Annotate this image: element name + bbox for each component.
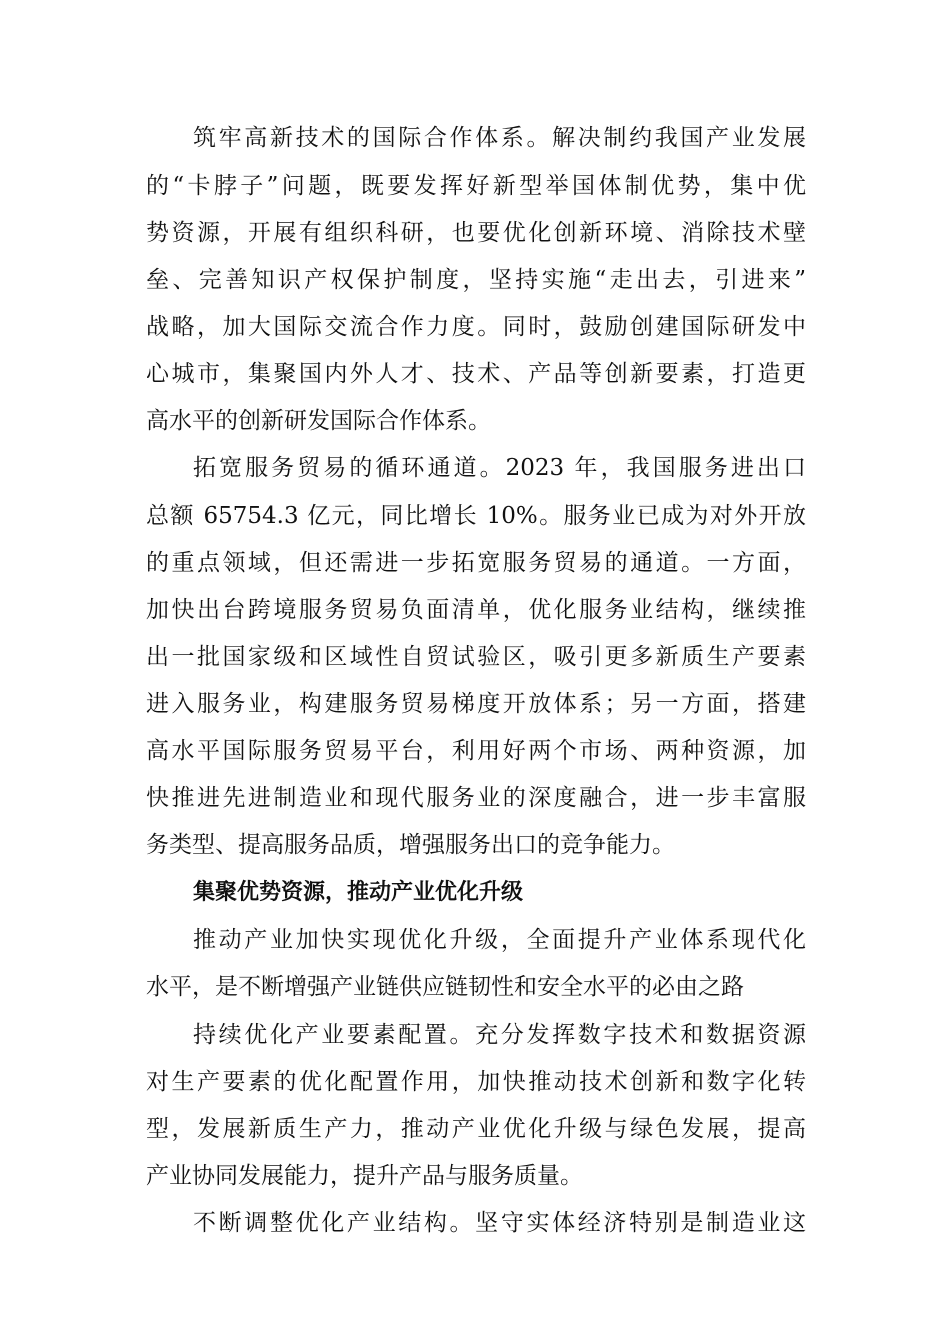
section-heading: 集聚优势资源，推动产业优化升级 bbox=[193, 880, 524, 905]
paragraph-line: 心城市，集聚国内外人才、技术、产品等创新要素，打造更 bbox=[146, 361, 806, 387]
paragraph-line: 推动产业加快实现优化升级，全面提升产业体系现代化 bbox=[193, 927, 806, 953]
paragraph-line: 对生产要素的优化配置作用，加快推动技术创新和数字化转 bbox=[146, 1069, 806, 1095]
paragraph-line: 总额 65754.3 亿元，同比增长 10%。服务业已成为对外开放 bbox=[146, 503, 806, 529]
paragraph-line: 高水平的创新研发国际合作体系。 bbox=[146, 408, 491, 434]
paragraph-line: 垒、完善知识产权保护制度，坚持实施“走出去，引进来” bbox=[146, 267, 806, 293]
paragraph-line: 不断调整优化产业结构。坚守实体经济特别是制造业这 bbox=[193, 1210, 806, 1236]
paragraph-line: 战略，加大国际交流合作力度。同时，鼓励创建国际研发中 bbox=[146, 314, 806, 340]
paragraph-line: 务类型、提高服务品质，增强服务出口的竞争能力。 bbox=[146, 832, 675, 858]
paragraph-line: 快推进先进制造业和现代服务业的深度融合，进一步丰富服 bbox=[146, 785, 806, 811]
paragraph-line: 加快出台跨境服务贸易负面清单，优化服务业结构，继续推 bbox=[146, 597, 806, 623]
paragraph-line: 高水平国际服务贸易平台，利用好两个市场、两种资源，加 bbox=[146, 738, 806, 764]
paragraph-line: 水平，是不断增强产业链供应链韧性和安全水平的必由之路 bbox=[146, 974, 744, 1000]
paragraph-line: 持续优化产业要素配置。充分发挥数字技术和数据资源 bbox=[193, 1022, 806, 1048]
paragraph-line: 产业协同发展能力，提升产品与服务质量。 bbox=[146, 1163, 583, 1189]
paragraph-line: 出一批国家级和区域性自贸试验区，吸引更多新质生产要素 bbox=[146, 644, 806, 670]
paragraph-line: 拓宽服务贸易的循环通道。2023 年，我国服务进出口 bbox=[193, 455, 806, 481]
paragraph-line: 型，发展新质生产力，推动产业优化升级与绿色发展，提高 bbox=[146, 1116, 806, 1142]
paragraph-line: 筑牢高新技术的国际合作体系。解决制约我国产业发展 bbox=[193, 125, 806, 151]
paragraph-line: 势资源，开展有组织科研，也要优化创新环境、消除技术壁 bbox=[146, 220, 806, 246]
paragraph-line: 的重点领域，但还需进一步拓宽服务贸易的通道。一方面， bbox=[146, 550, 806, 576]
paragraph-line: 的“卡脖子”问题，既要发挥好新型举国体制优势，集中优 bbox=[146, 173, 806, 199]
paragraph-line: 进入服务业，构建服务贸易梯度开放体系；另一方面，搭建 bbox=[146, 691, 806, 717]
